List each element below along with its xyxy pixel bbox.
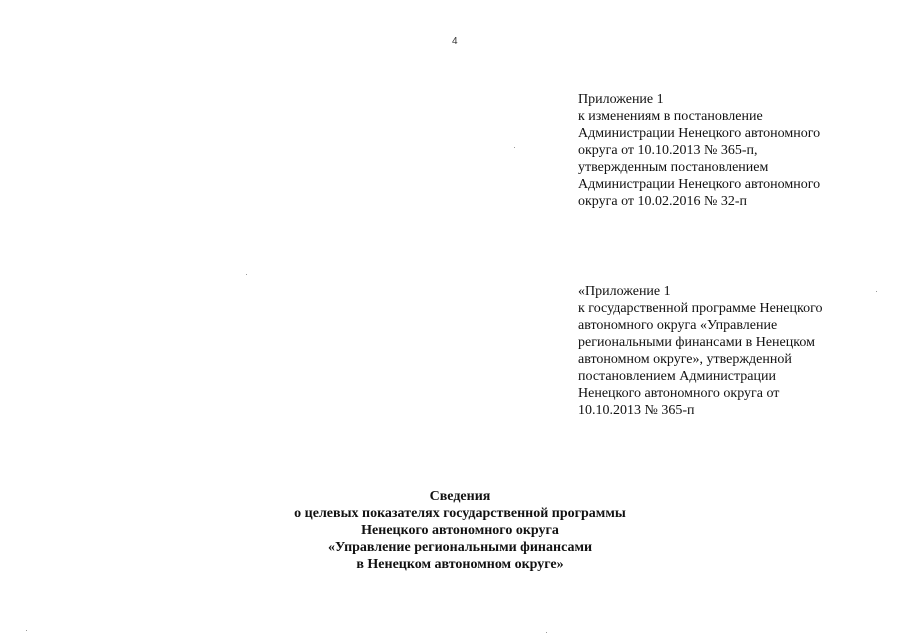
scan-speck bbox=[246, 274, 247, 275]
appendix-2-header bbox=[578, 283, 822, 419]
appendix-2-line-6: постановлением Администрации bbox=[578, 369, 776, 384]
appendix-2-line-7: Ненецкого автономного округа от bbox=[578, 386, 780, 401]
page-number: 4 bbox=[452, 36, 458, 47]
appendix-2-line-3: автономного округа «Управление bbox=[578, 318, 778, 333]
scan-speck bbox=[546, 632, 547, 633]
title-line-4: «Управление региональными финансами bbox=[327, 540, 593, 555]
appendix-1-line-5: утвержденным постановлением bbox=[578, 160, 769, 175]
appendix-1-line-1: Приложение 1 bbox=[578, 92, 664, 107]
title-line-3: Ненецкого автономного округа bbox=[361, 523, 559, 538]
scan-speck bbox=[26, 630, 27, 631]
appendix-2-line-2: к государственной программе Ненецкого bbox=[578, 301, 823, 316]
appendix-2-line-1: «Приложение 1 bbox=[578, 284, 671, 299]
document-title bbox=[270, 488, 650, 573]
title-line-5: в Ненецком автономном округе» bbox=[356, 557, 564, 572]
appendix-1-line-2: к изменениям в постановление bbox=[578, 109, 763, 124]
appendix-1-line-4: округа от 10.10.2013 № 365-п, bbox=[578, 143, 758, 158]
appendix-2-line-8: 10.10.2013 № 365-п bbox=[578, 403, 695, 418]
scan-speck bbox=[514, 147, 515, 148]
title-line-2: о целевых показателях государственной программы bbox=[294, 506, 626, 521]
appendix-2-line-4: региональными финансами в Ненецком bbox=[578, 335, 815, 350]
title-line-1: Сведения bbox=[429, 489, 491, 504]
appendix-1-line-6: Администрации Ненецкого автономного bbox=[578, 177, 821, 192]
appendix-1-header bbox=[578, 91, 820, 210]
scan-speck bbox=[876, 291, 877, 292]
appendix-2-line-5: автономном округе», утвержденной bbox=[578, 352, 792, 367]
appendix-1-line-3: Администрации Ненецкого автономного bbox=[578, 126, 821, 141]
appendix-1-line-7: округа от 10.02.2016 № 32-п bbox=[578, 194, 748, 209]
